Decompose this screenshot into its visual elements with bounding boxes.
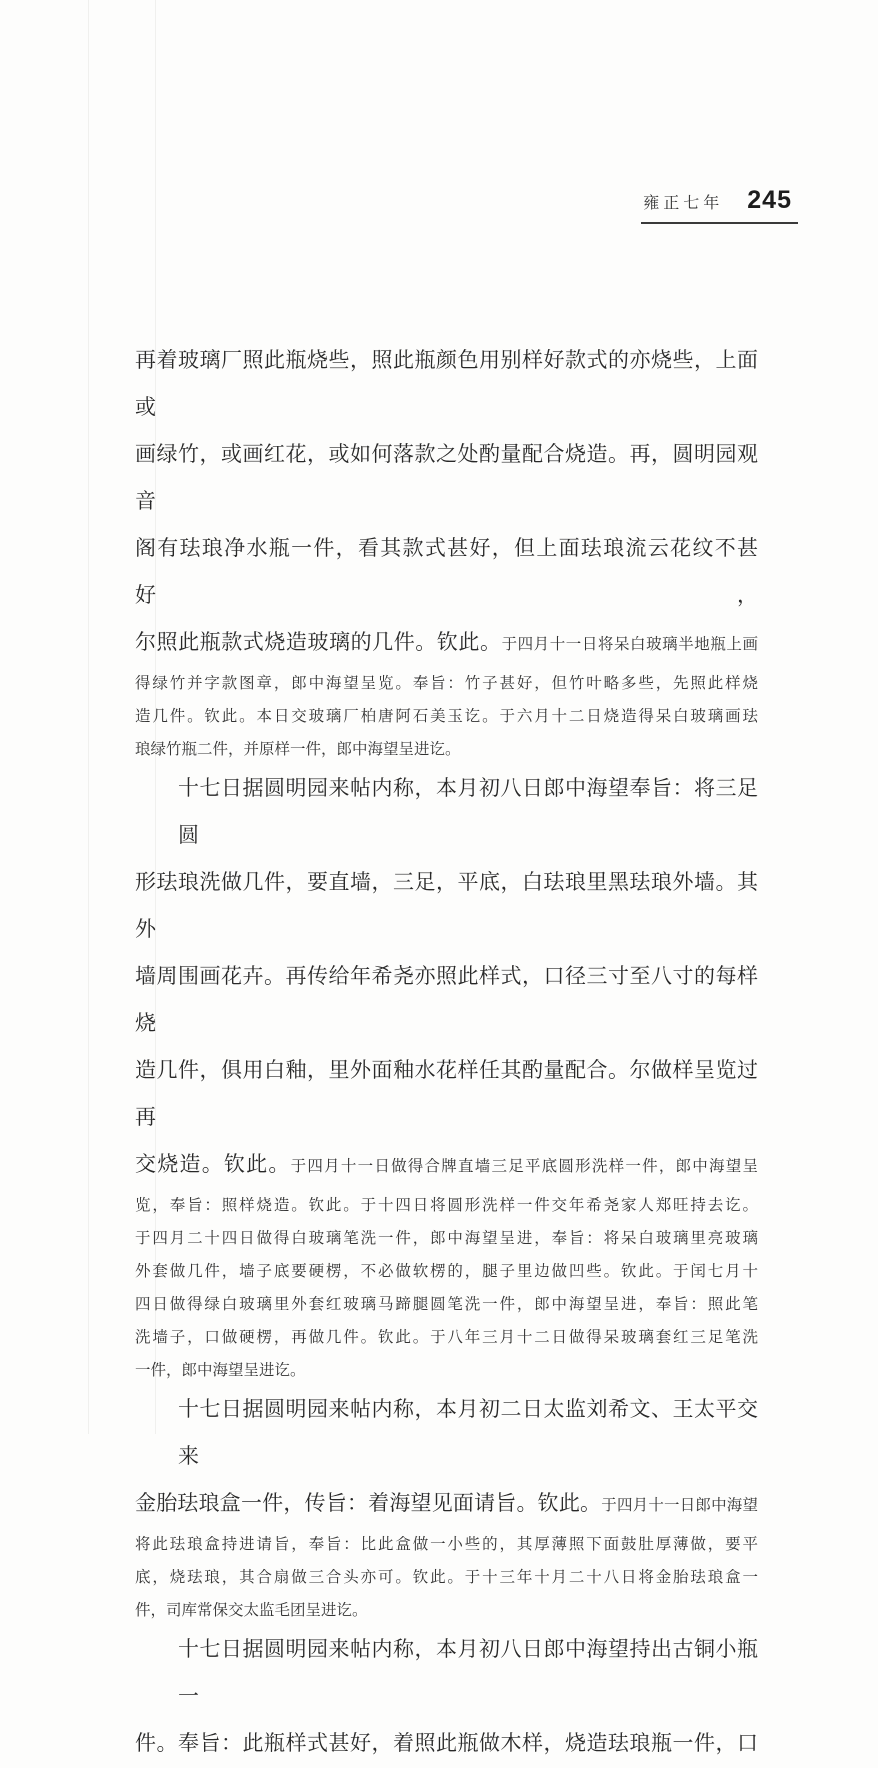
text-segment-small: 于四月十一日郎中海望 xyxy=(601,1497,758,1514)
text-line xyxy=(135,1627,758,1721)
text-line xyxy=(135,1481,758,1528)
text-segment-small: 将此珐琅盒持进请旨，奉旨：比此盒做一小些的，其厚薄照下面鼓肚厚薄做，要平 xyxy=(135,1536,758,1553)
text-segment-small: 得绿竹并字款图章，郎中海望呈览。奉旨：竹子甚好，但竹叶略多些，先照此样烧 xyxy=(135,675,758,692)
text-line xyxy=(135,860,758,954)
text-segment-large: 十七日据圆明园来帖内称，本月初八日郎中海望奉旨：将三足圆 xyxy=(178,776,758,847)
text-segment-large: 金胎珐琅盒一件，传旨：着海望见面请旨。钦此。 xyxy=(135,1491,602,1515)
document-body xyxy=(135,338,758,1768)
text-segment-large: 尔照此瓶款式烧造玻璃的几件。钦此。 xyxy=(135,630,502,654)
text-segment-large: 形珐琅洗做几件，要直墙，三足，平底，白珐琅里黑珐琅外墙。其外 xyxy=(135,870,758,941)
text-segment-small: 琅绿竹瓶二件，并原样一件，郎中海望呈进讫。 xyxy=(135,741,461,758)
text-segment-large: 十七日据圆明园来帖内称，本月初二日太监刘希文、王太平交来 xyxy=(178,1397,758,1468)
text-line xyxy=(135,1354,758,1387)
text-line xyxy=(135,526,758,620)
text-segment-small: 于四月十一日做得合牌直墙三足平底圆形洗样一件，郎中海望呈 xyxy=(290,1158,758,1175)
text-line xyxy=(135,1222,758,1255)
text-segment-large: 交烧造。钦此。 xyxy=(135,1152,291,1176)
text-segment-small: 件，司库常保交太监毛团呈进讫。 xyxy=(135,1602,368,1619)
text-segment-small: 外套做几件，墙子底要硬楞，不必做软楞的，腿子里边做凹些。钦此。于闰七月十 xyxy=(135,1263,758,1280)
page-number: 245 xyxy=(747,186,792,214)
text-line xyxy=(135,1528,758,1561)
text-line xyxy=(135,1721,758,1768)
text-line xyxy=(135,667,758,700)
text-segment-small: 洗墙子，口做硬楞，再做几件。钦此。于八年三月十二日做得呆玻璃套红三足笔洗 xyxy=(135,1329,758,1346)
text-line xyxy=(135,432,758,526)
text-segment-small: 览，奉旨：照样烧造。钦此。于十四日将圆形洗样一件交年希尧家人郑旺持去讫。 xyxy=(135,1197,758,1214)
text-line xyxy=(135,1142,758,1189)
text-line xyxy=(135,1189,758,1222)
text-line xyxy=(135,620,758,667)
scan-artifact-line xyxy=(88,0,89,1434)
text-segment-large: 画绿竹，或画红花，或如何落款之处酌量配合烧造。再，圆明园观音 xyxy=(135,442,758,513)
text-line xyxy=(135,766,758,860)
text-line xyxy=(135,1288,758,1321)
text-segment-small: 四日做得绿白玻璃里外套红玻璃马蹄腿圆笔洗一件，郎中海望呈进，奉旨：照此笔 xyxy=(135,1296,758,1313)
text-segment-small: 于四月十一日将呆白玻璃半地瓶上画 xyxy=(501,636,758,653)
text-line xyxy=(135,1387,758,1481)
text-segment-large: 墙周围画花卉。再传给年希尧亦照此样式，口径三寸至八寸的每样烧 xyxy=(135,964,758,1035)
text-line xyxy=(135,1594,758,1627)
text-line xyxy=(135,1255,758,1288)
text-segment-small: 底，烧珐琅，其合扇做三合头亦可。钦此。于十三年十月二十八日将金胎珐琅盒一 xyxy=(135,1569,758,1586)
text-line xyxy=(135,1321,758,1354)
text-segment-small: 造几件。钦此。本日交玻璃厂柏唐阿石美玉讫。于六月十二日烧造得呆白玻璃画珐 xyxy=(135,708,758,725)
text-line xyxy=(135,954,758,1048)
text-segment-large: 造几件，俱用白釉，里外面釉水花样任其酌量配合。尔做样呈览过再 xyxy=(135,1058,758,1129)
text-segment-large: 件。奉旨：此瓶样式甚好，着照此瓶做木样，烧造珐琅瓶一件，口 xyxy=(135,1731,758,1755)
text-segment-large: 再着玻璃厂照此瓶烧些，照此瓶颜色用别样好款式的亦烧些，上面或 xyxy=(135,348,758,419)
text-segment-large: 阁有珐琅净水瓶一件，看其款式甚好，但上面珐琅流云花纹不甚好， xyxy=(135,536,758,607)
text-line xyxy=(135,1561,758,1594)
text-segment-small: 一件，郎中海望呈进讫。 xyxy=(135,1362,306,1379)
text-line xyxy=(135,700,758,733)
text-line xyxy=(135,338,758,432)
text-segment-small: 于四月二十四日做得白玻璃笔洗一件，郎中海望呈进，奉旨：将呆白玻璃里亮玻璃 xyxy=(135,1230,758,1247)
text-segment-large: 十七日据圆明园来帖内称，本月初八日郎中海望持出古铜小瓶一 xyxy=(178,1637,758,1708)
text-line xyxy=(135,733,758,766)
chapter-title: 雍正七年 xyxy=(643,195,724,212)
running-header xyxy=(641,186,798,224)
text-line xyxy=(135,1048,758,1142)
